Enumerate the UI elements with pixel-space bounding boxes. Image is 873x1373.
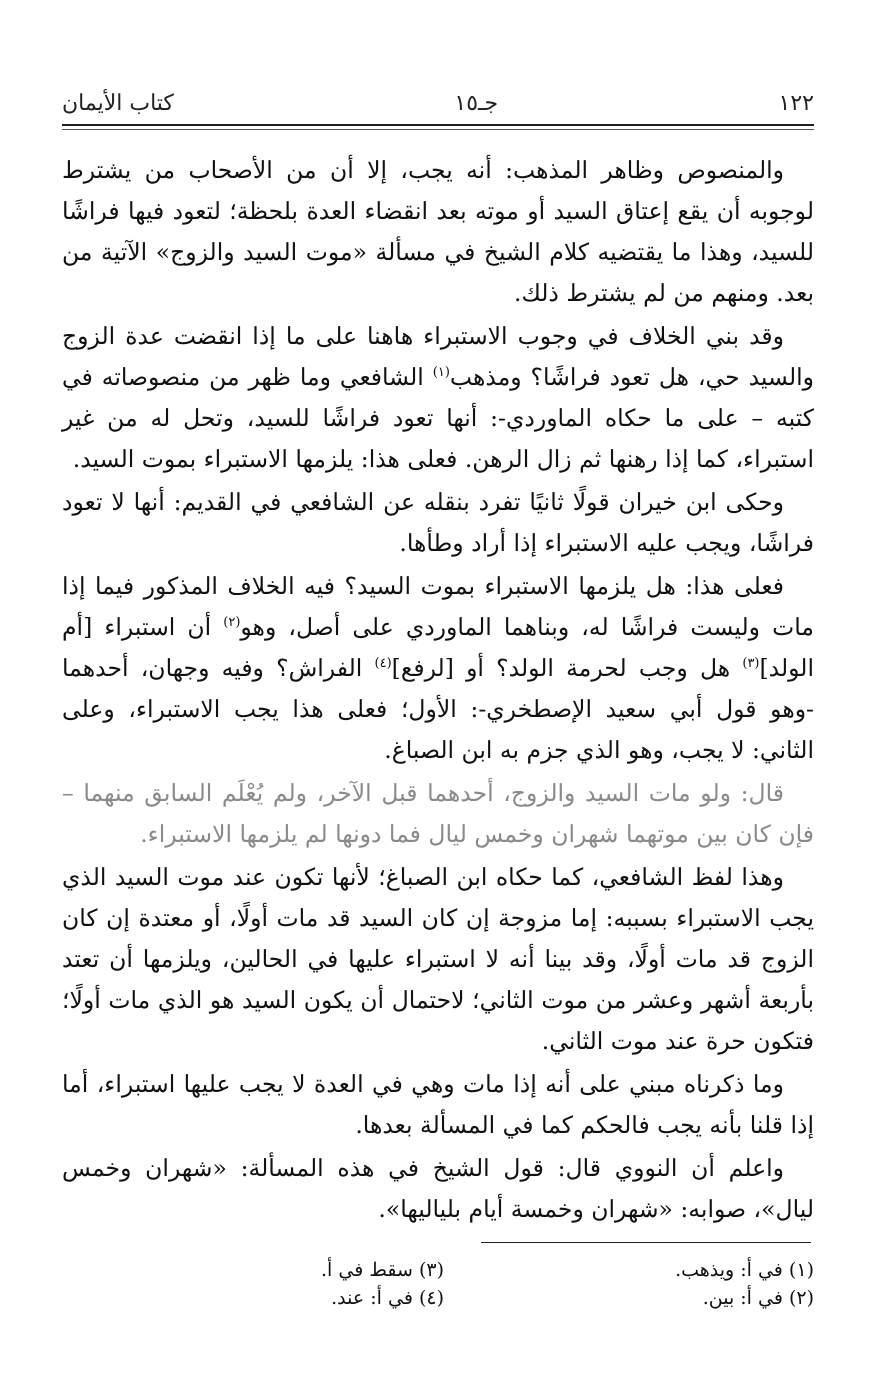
footnote-3: (٣) سقط في أ.: [321, 1259, 444, 1281]
page-number: ١٢٢: [778, 90, 814, 116]
footnote-ref-1[interactable]: (١): [432, 365, 450, 381]
footnote-ref-2[interactable]: (٢): [223, 615, 241, 631]
volume-label: جـ١٥: [454, 90, 499, 116]
header-rule-thin: [62, 129, 814, 130]
paragraph-7: وما ذكرناه مبني على أنه إذا مات وهي في العدة لا يجب عليها استبراء، أما إذا قلنا بأنه يجب فالحكم كما في المسألة بعدها.: [62, 1070, 814, 1139]
paragraph-4: فعلى هذا: هل يلزمها الاستبراء بموت السيد؟ فيه الخلاف المذكور فيما إذا مات وليست فراشًا له، وبناهما الماوردي على أصل، وهو$^{(٢)}$ أن استبراء [أم الولد]$^{(٣)}$ هل وجب لحرمة الولد؟ أو [لرفع]$^{(٤)}$ الفراش؟ وفيه وجهان، أحدهما -وهو قول أبي سعيد الإصطخري-: الأول؛ فعلى هذا يجب الاستبراء، وعلى الثاني: لا يجب، وهو الذي جزم به ابن الصباغ.: [62, 572, 814, 764]
paragraph-5-matn-quote: قال: ولو مات السيد والزوج، أحدهما قبل الآخر، ولم يُعْلَم السابق منهما – فإن كان بين موتهما شهران وخمس ليال فما دونها لم يلزمها الاستبراء.: [62, 779, 814, 848]
running-head: [62, 86, 814, 120]
main-text: [62, 150, 814, 1232]
header-rule: [62, 124, 814, 126]
paragraph-1: والمنصوص وظاهر المذهب: أنه يجب، إلا أن من الأصحاب من يشترط لوجوبه أن يقع إعتاق السيد أو موته بعد انقضاء العدة بلحظة؛ لتعود فيها فراشًا للسيد، وهذا ما يقتضيه كلام الشيخ في مسألة «موت السيد والزوج» الآتية من بعد. ومنهم من لم يشترط ذلك.: [62, 156, 814, 307]
footnote-1: (١) في أ: ويذهب.: [675, 1259, 814, 1281]
paragraph-3: وحكى ابن خيران قولًا ثانيًا تفرد بنقله عن الشافعي في القديم: أنها لا تعود فراشًا، ويجب عليه الاستبراء إذا أراد وطأها.: [62, 488, 814, 557]
footnote-4: (٤) في أ: عند.: [331, 1287, 444, 1309]
footnote-ref-4[interactable]: (٤): [374, 656, 392, 672]
paragraph-8: واعلم أن النووي قال: قول الشيخ في هذه المسألة: «شهران وخمس ليال»، صوابه: «شهران وخمسة أيام بلياليها».: [62, 1154, 814, 1223]
footnote-2: (٢) في أ: بين.: [702, 1287, 814, 1309]
paragraph-2: وقد بني الخلاف في وجوب الاستبراء هاهنا على ما إذا انقضت عدة الزوج والسيد حي، هل تعود فراشًا؟ ومذهب$^{(١)}$ الشافعي وما ظهر من منصوصاته في كتبه – على ما حكاه الماوردي-: أنها تعود فراشًا للسيد، وتحل له من غير استبراء، كما إذا رهنها ثم زال الرهن. فعلى هذا: يلزمها الاستبراء بموت السيد.: [62, 322, 814, 473]
footnotes: [62, 1256, 814, 1312]
footnote-rule: [481, 1242, 811, 1243]
paragraph-6: وهذا لفظ الشافعي، كما حكاه ابن الصباغ؛ لأنها تكون عند موت السيد الذي يجب الاستبراء بسببه: إما مزوجة إن كان السيد قد مات أولًا، أو معتدة إن كان الزوج قد مات أولًا، وقد بينا أنه لا استبراء عليها في الحالين، ويلزمها أن تعتد بأربعة أشهر وعشر من موت الثاني؛ لاحتمال أن يكون السيد هو الذي مات أولًا؛ فتكون حرة عند موت الثاني.: [62, 863, 814, 1055]
book-title: كتاب الأيمان: [62, 90, 174, 116]
footnote-ref-3[interactable]: (٣): [742, 656, 760, 672]
